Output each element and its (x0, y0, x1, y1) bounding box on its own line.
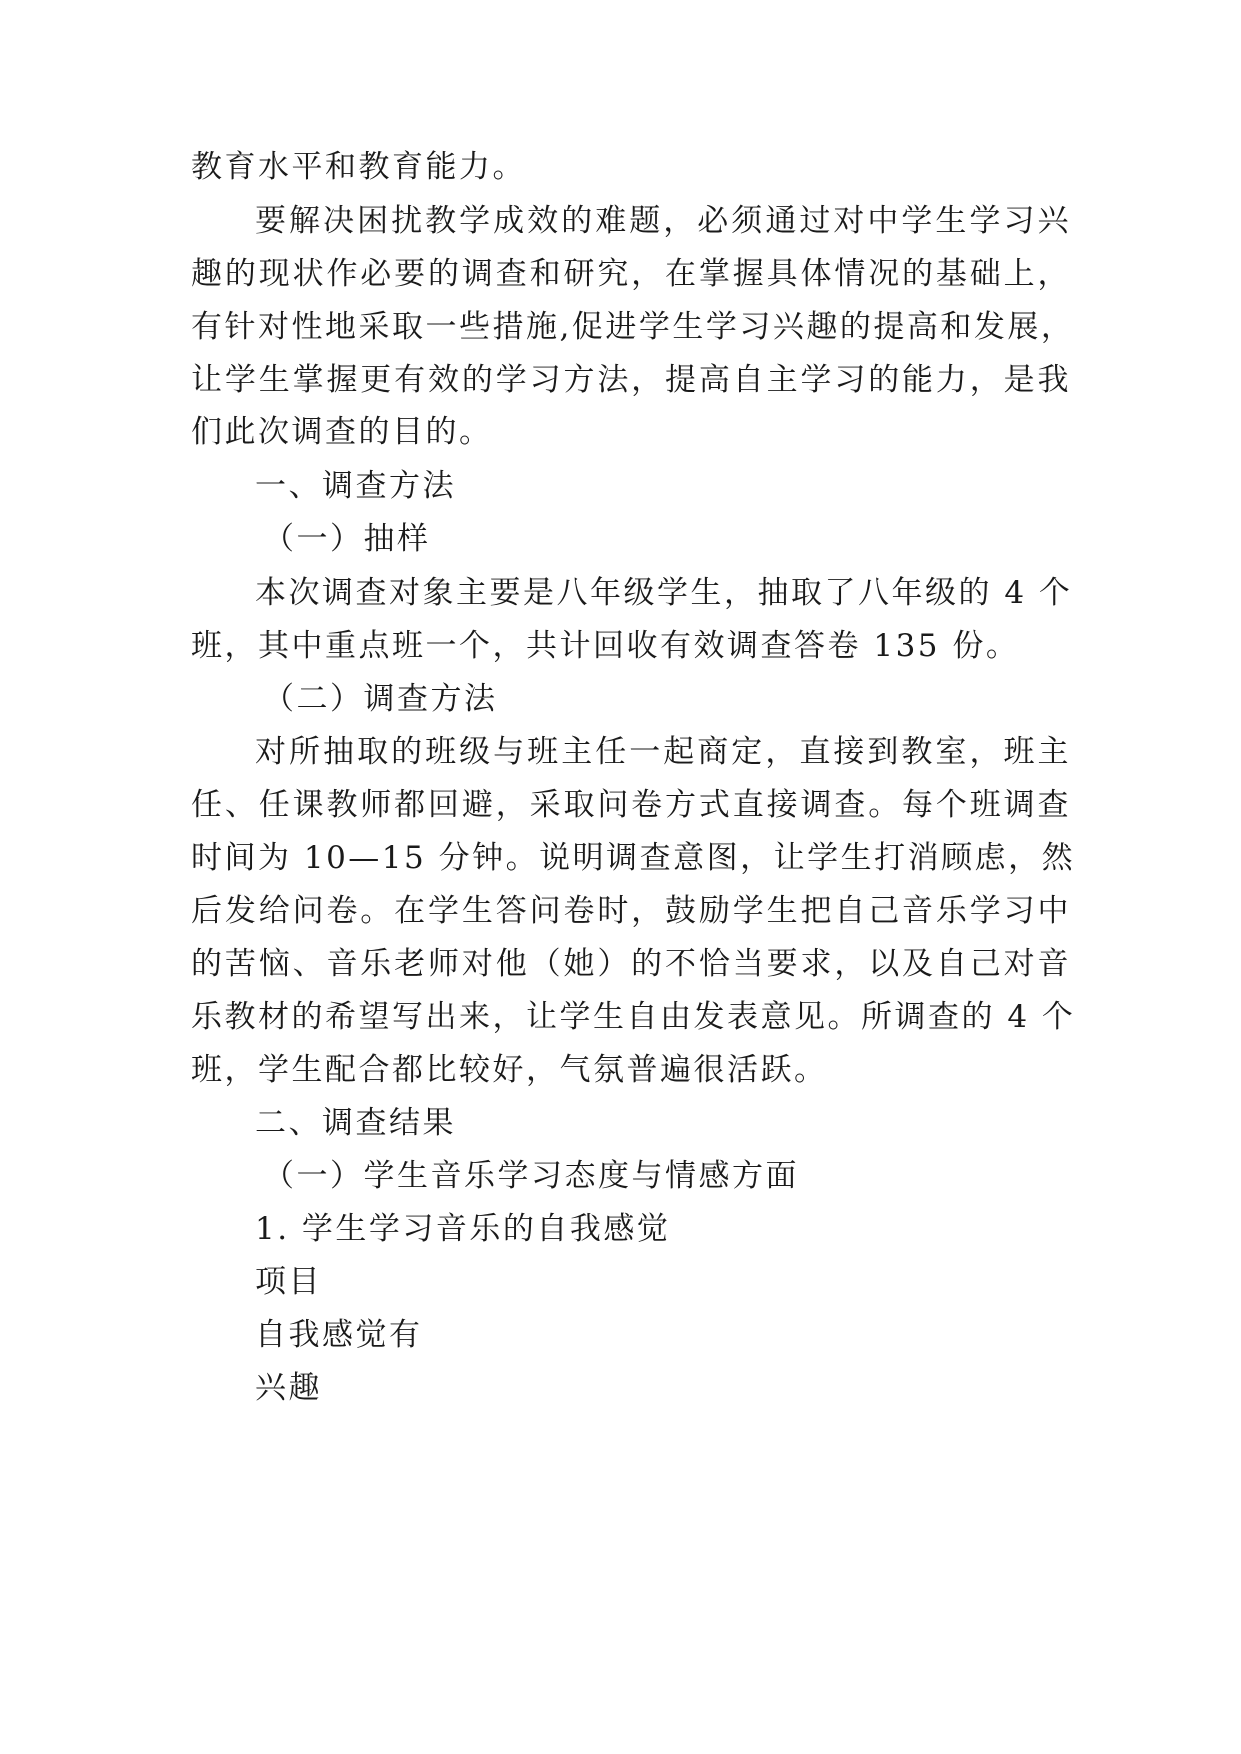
subsection-heading: （二）调查方法 (263, 681, 498, 717)
subsection-heading: （一）学生音乐学习态度与情感方面 (263, 1158, 799, 1194)
section-heading: 一、调查方法 (255, 468, 456, 504)
paragraph-line: 时间为 10—15 分钟。说明调查意图，让学生打消顾虑，然 (191, 840, 1076, 876)
paragraph-line: 教育水平和教育能力。 (191, 149, 526, 185)
paragraph-line: 的苦恼、音乐老师对他（她）的不恰当要求，以及自己对音 (191, 946, 1071, 982)
paragraph-line: 乐教材的希望写出来，让学生自由发表意见。所调查的 4 个 (191, 999, 1076, 1035)
table-cell-text: 自我感觉有 (255, 1317, 423, 1353)
paragraph-line: 本次调查对象主要是八年级学生，抽取了八年级的 4 个 (255, 575, 1073, 611)
paragraph-line: 班，学生配合都比较好，气氛普遍很活跃。 (191, 1052, 828, 1088)
paragraph-line: 任、任课教师都回避，采取问卷方式直接调查。每个班调查 (191, 787, 1071, 823)
paragraph-line: 趣的现状作必要的调查和研究，在掌握具体情况的基础上， (191, 256, 1071, 292)
subsection-heading: （一）抽样 (263, 521, 431, 557)
item-heading: 1. 学生学习音乐的自我感觉 (255, 1211, 671, 1247)
table-cell-text: 项目 (255, 1264, 322, 1300)
paragraph-line: 对所抽取的班级与班主任一起商定，直接到教室，班主 (255, 734, 1071, 770)
paragraph-line: 让学生掌握更有效的学习方法，提高自主学习的能力，是我 (191, 362, 1071, 398)
section-heading: 二、调查结果 (255, 1105, 456, 1141)
paragraph-line: 班，其中重点班一个，共计回收有效调查答卷 135 份。 (191, 628, 1020, 664)
paragraph-line: 有针对性地采取一些措施,促进学生学习兴趣的提高和发展， (191, 309, 1075, 345)
paragraph-line: 们此次调查的目的。 (191, 414, 493, 450)
paragraph-line: 后发给问卷。在学生答问卷时，鼓励学生把自己音乐学习中 (191, 893, 1071, 929)
table-cell-text: 兴趣 (255, 1370, 322, 1406)
paragraph-line: 要解决困扰教学成效的难题，必须通过对中学生学习兴 (255, 203, 1071, 239)
